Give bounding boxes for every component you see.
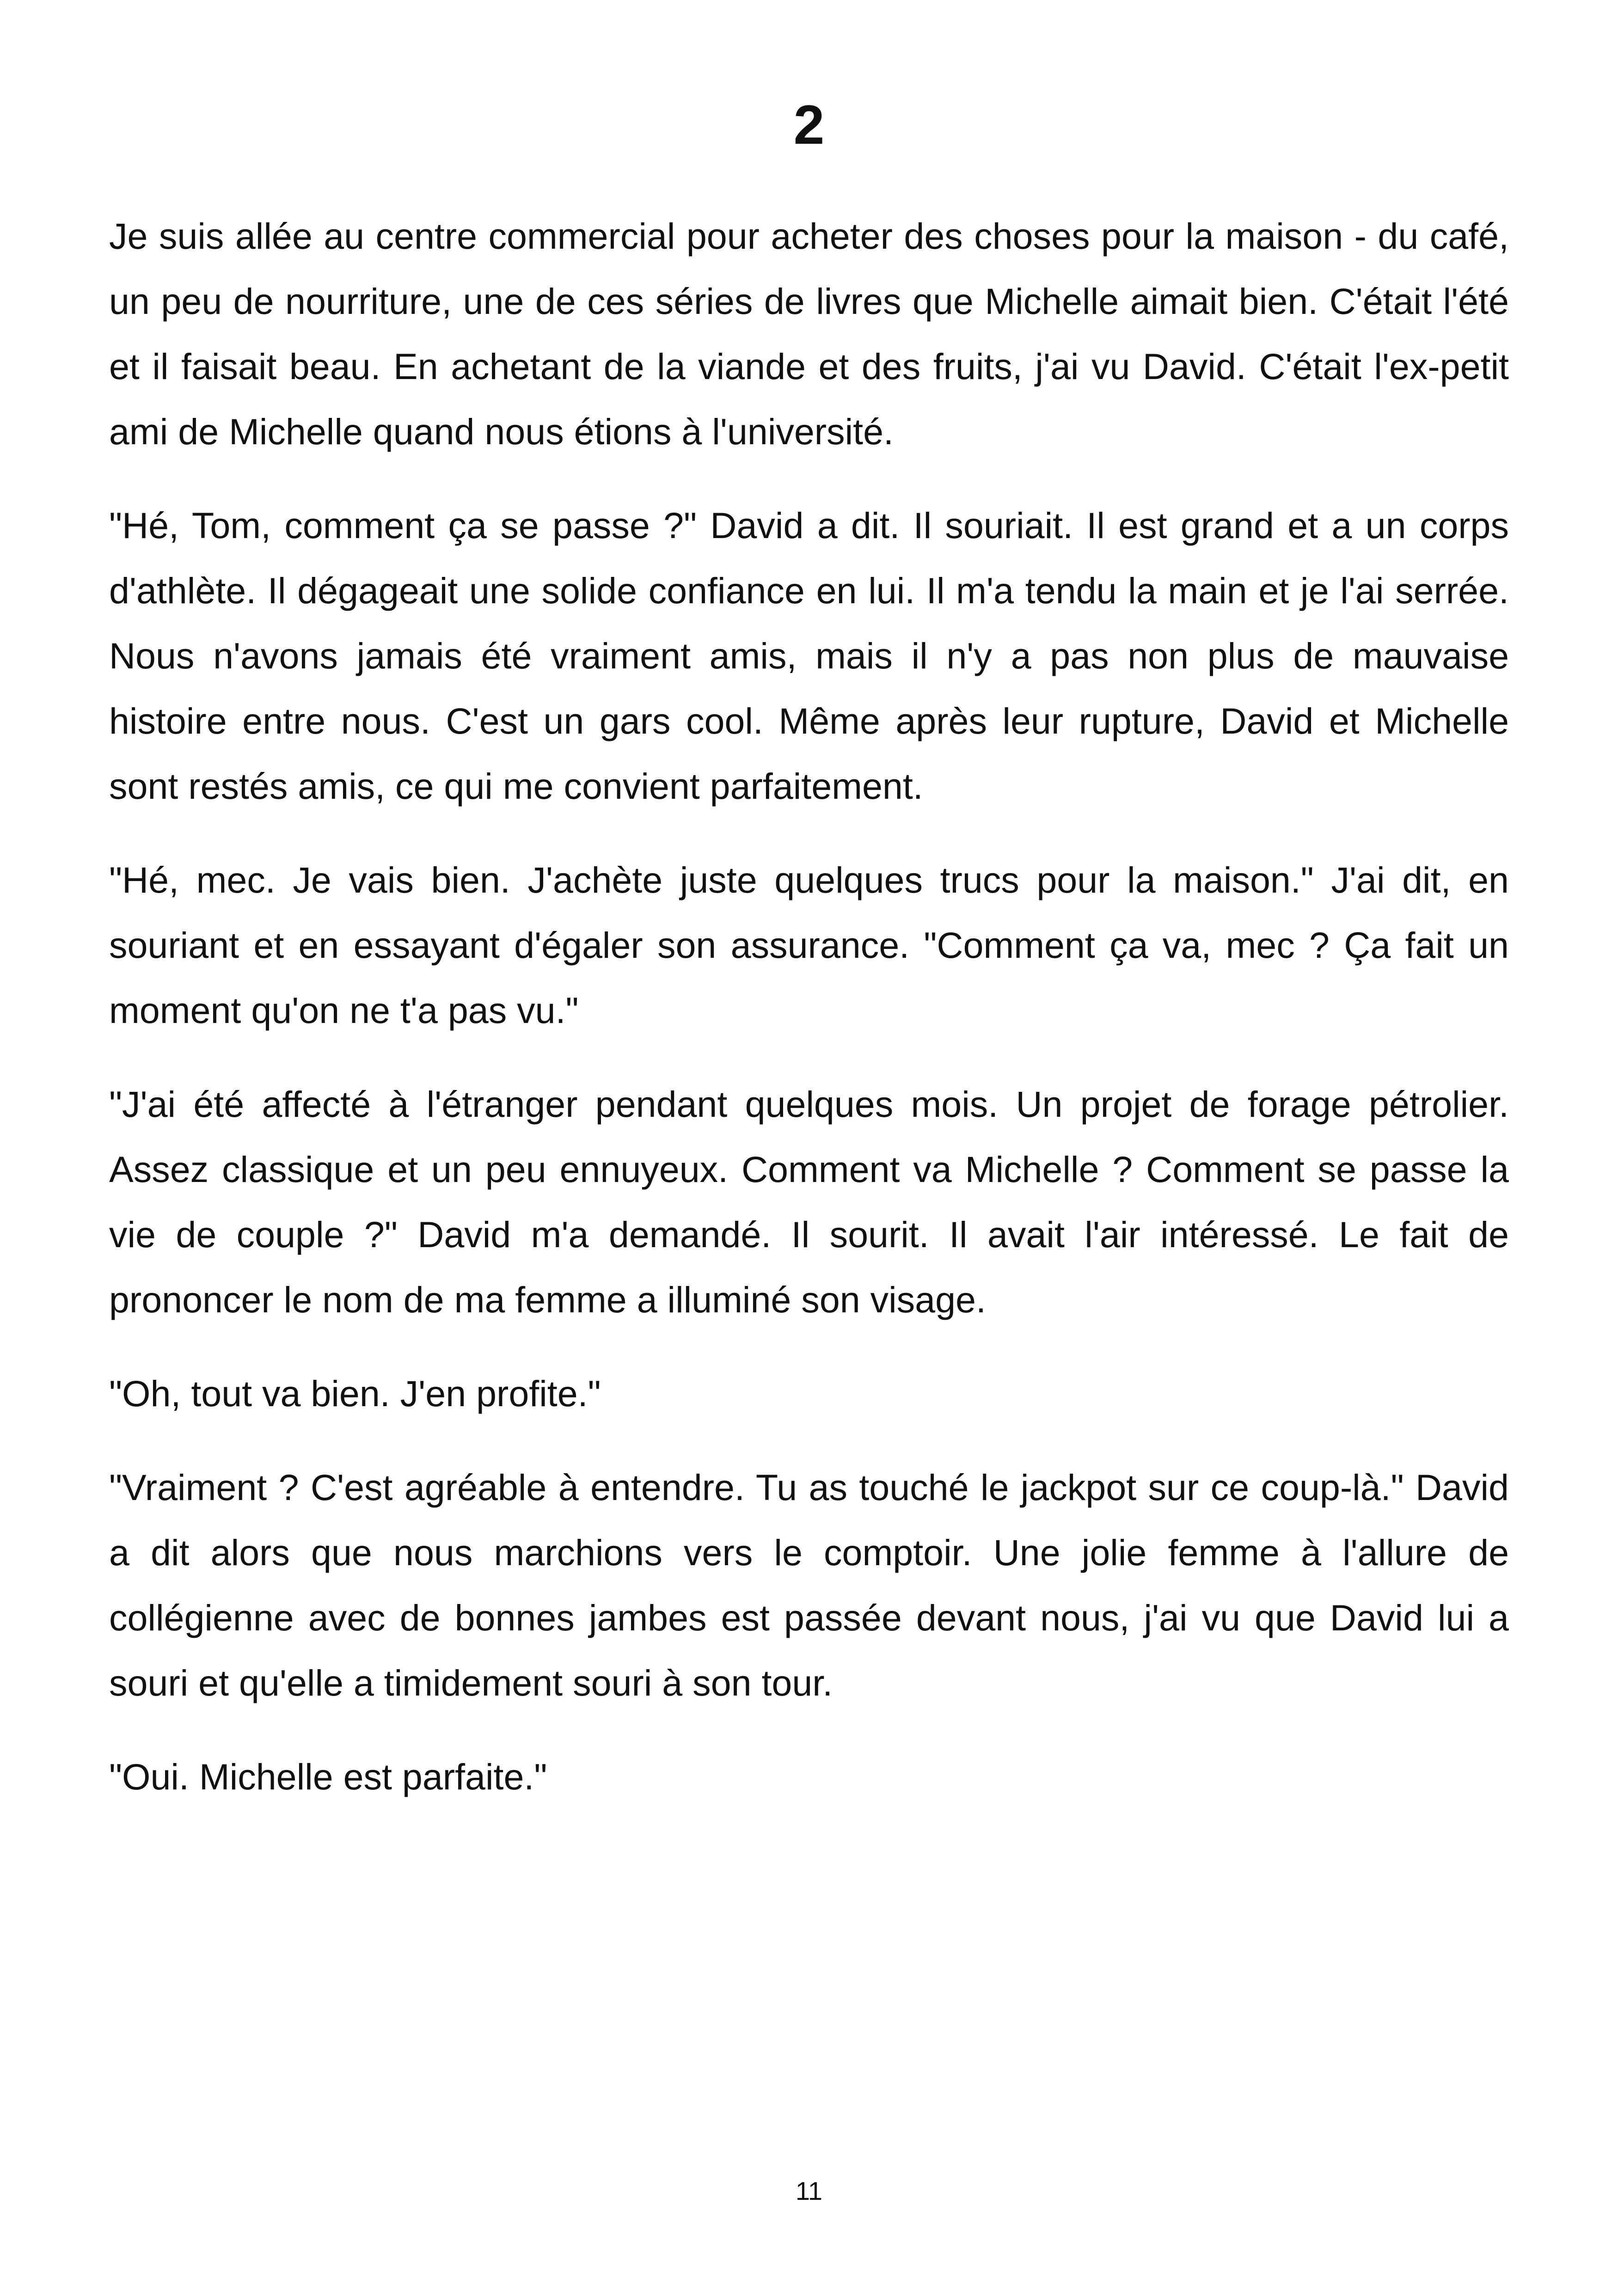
chapter-number: 2 — [793, 94, 825, 156]
paragraph-1: Je suis allée au centre commercial pour acheter des choses pour la maison - du café, un peu de nourriture, une de ces séries de livres que Michelle aimait bien. C'était l'été et il faisait beau. En achetant de la viande et des fruits, j'ai vu David. C'était l'ex-petit ami de Michelle quand nous étions à l'université. — [109, 215, 1509, 452]
page-number: 11 — [795, 2176, 823, 2205]
paragraph-3: "Hé, mec. Je vais bien. J'achète juste quelques trucs pour la maison." J'ai dit, en souriant et en essayant d'égaler son assurance. "Comment ça va, mec ? Ça fait un moment qu'on ne t'a pas vu." — [109, 859, 1509, 1031]
body-text — [109, 203, 1509, 1838]
paragraph-2: "Hé, Tom, comment ça se passe ?" David a dit. Il souriait. Il est grand et a un corps d'athlète. Il dégageait une solide confiance en lui. Il m'a tendu la main et je l'ai serrée. Nous n'avons jamais été vraiment amis, mais il n'y a pas non plus de mauvaise histoire entre nous. C'est un gars cool. Même après leur rupture, David et Michelle sont restés amis, ce qui me convient parfaitement. — [109, 505, 1509, 807]
paragraph-6: "Vraiment ? C'est agréable à entendre. Tu as touché le jackpot sur ce coup-là." David a dit alors que nous marchions vers le comptoir. Une jolie femme à l'allure de collégienne avec de bonnes jambes est passée devant nous, j'ai vu que David lui a souri et qu'elle a timidement souri à son tour. — [109, 1467, 1509, 1703]
paragraph-5: "Oh, tout va bien. J'en profite." — [109, 1373, 601, 1414]
paragraph-4: "J'ai été affecté à l'étranger pendant quelques mois. Un projet de forage pétrolier. Assez classique et un peu ennuyeux. Comment va Michelle ? Comment se passe la vie de couple ?" David m'a demandé. Il sourit. Il avait l'air intéressé. Le fait de prononcer le nom de ma femme a illuminé son visage. — [109, 1084, 1509, 1320]
paragraph-7: "Oui. Michelle est parfaite." — [109, 1756, 547, 1797]
